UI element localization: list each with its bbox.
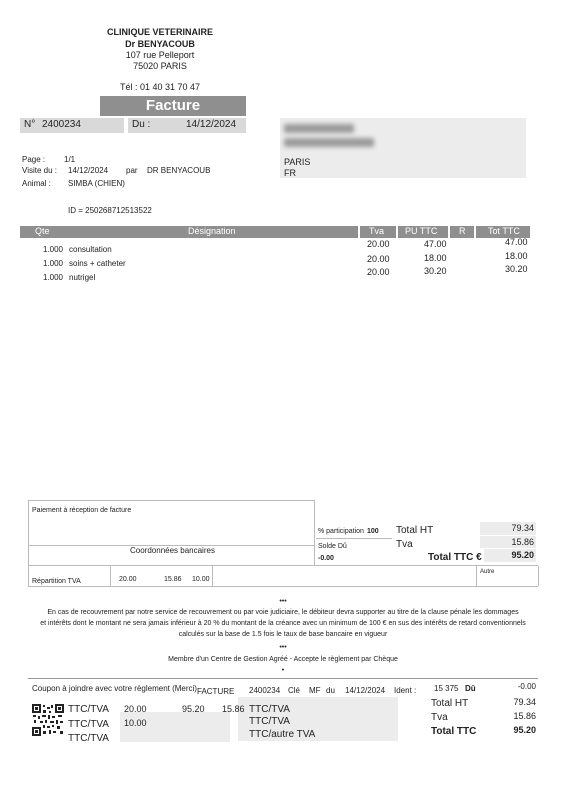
coupon-divider [28,678,538,679]
col-sep [358,226,360,238]
coupon-rate-2: 10.00 [124,718,147,728]
recipient-city: PARIS [284,157,311,167]
coupon-cle-label: Clé [288,686,301,695]
legal-line-3: calculés sur la base de 1.5 fois le taux de base bancaire en vigueur [178,631,388,638]
divider [476,566,477,586]
redacted-name [284,124,354,133]
legal-line-1: En cas de recouvrement par notre service de recouvrement ou par voie judiciaire, le débiteur devra supporter au titre de la clause pénale les dommages [47,609,519,616]
divider [28,565,538,566]
tva-label: Tva [396,539,413,550]
invoice-number-label: N° [24,119,36,130]
row-desc: nutrigel [69,273,96,282]
coupon-total-ht-label: Total HT [431,698,469,709]
invoice-title: Facture [100,96,246,116]
solde-label: Solde Dû [318,543,347,550]
divider [314,500,315,566]
row-qty: 1.000 [42,259,63,268]
total-ttc-label: Total TTC € [428,552,482,563]
rep-rate: 20.00 [119,576,137,583]
coupon-ident-label: Ident : [394,686,417,695]
col-sep [474,226,476,238]
total-ht-label: Total HT [396,525,434,536]
clinic-street: 107 rue Pelleport [125,50,195,60]
repartition-label: Répartition TVA [32,578,81,585]
row-tot: 30.20 [505,264,528,274]
payment-note: Paiement à réception de facture [32,507,132,514]
coupon-ttc-tva-3: TTC/TVA [68,733,109,744]
coupon-ttc-tva-right-2: TTC/TVA [249,716,290,727]
visit-label: Visite du : [22,166,57,175]
col-sep [448,226,450,238]
coupon-tva-1: 15.86 [222,704,245,714]
row-tva: 20.00 [367,239,390,249]
coupon-ttc-tva-2: TTC/TVA [68,719,109,730]
coupon-mf-label: MF [309,686,321,695]
row-qty: 1.000 [42,245,63,254]
separator-dot: • [281,667,285,674]
row-pu: 30.20 [424,266,447,276]
separator-dots: ••• [279,598,287,605]
clinic-name: CLINIQUE VETERINAIRE [106,27,213,37]
divider [28,586,538,587]
by-label: par [126,166,138,175]
col-pu: PU TTC [405,226,438,236]
invoice-date: 14/12/2024 [186,119,237,130]
rep-other: 10.00 [192,576,210,583]
legal-line-2: et intérêts dont le montant ne sera jamais inférieur à 20 % du montant de la créance avec un minimum de 100 € en sus des intérêts de retard conventionnels [40,620,526,627]
coupon-total-ttc: 95.20 [513,725,536,735]
tva-value: 15.86 [511,537,534,547]
row-tot: 47.00 [505,237,528,247]
row-tot: 18.00 [505,251,528,261]
col-qty: Qte [35,226,50,236]
total-ttc-value: 95.20 [511,550,534,560]
col-r: R [459,226,466,236]
legal-line-4: Membre d'un Centre de Gestion Agréé - Accepte le règlement par Chèque [168,656,398,663]
autre-label: Autre [480,569,495,575]
separator-dots: ••• [279,644,287,651]
redacted-address [284,138,374,147]
invoice-date-label: Du : [132,119,151,130]
row-desc: consultation [69,245,112,254]
divider [28,566,29,586]
bar-gap [124,118,128,133]
animal-name: SIMBA (CHIEN) [68,179,125,188]
col-tot: Tot TTC [488,226,520,236]
coupon-ttc-autre: TTC/autre TVA [249,729,316,740]
clinic-phone: Tél : 01 40 31 70 47 [119,82,201,92]
coupon-ttc-1: 95.20 [182,704,205,714]
row-desc: soins + catheter [69,259,126,268]
divider [110,566,111,586]
coupon-rate-1: 20.00 [124,704,147,714]
coupon-date: 14/12/2024 [345,686,386,695]
participation-value: 100 [367,528,379,535]
total-ht-value: 79.34 [511,523,534,533]
invoice-number-bar [20,118,246,133]
coupon-ttc-tva-right-1: TTC/TVA [249,704,290,715]
qr-code-icon [32,704,64,736]
row-pu: 18.00 [424,253,447,263]
coupon-facture-label: FACTURE [197,687,235,696]
divider [316,538,392,539]
coupon-ident: 15 375 [434,684,459,693]
coupon-label: Coupon à joindre avec votre règlement (Merci) [32,684,197,693]
coupon-ttc-tva-1: TTC/TVA [68,704,109,715]
divider [28,500,314,501]
row-tva: 20.00 [367,267,390,277]
participation-label: % participation [318,528,364,535]
divider [538,566,539,586]
page-label: Page : [22,155,46,164]
invoice-number: 2400234 [42,119,81,130]
clinic-city: 75020 PARIS [133,61,187,71]
coupon-total-ht: 79.34 [513,697,536,707]
coupon-number: 2400234 [249,686,281,695]
coupon-du-label: du [326,686,335,695]
coupon-total-ttc-label: Total TTC [431,726,477,737]
record-id: ID = 250268712513522 [68,206,152,215]
bank-label: Coordonnées bancaires [130,546,215,555]
row-tva: 20.00 [367,254,390,264]
divider [28,500,29,566]
visit-doctor: DR BENYACOUB [147,166,211,175]
solde-value: -0.00 [318,555,334,562]
col-tva: Tva [369,226,385,236]
row-qty: 1.000 [42,273,63,282]
row-pu: 47.00 [424,239,447,249]
page-number: 1/1 [64,155,76,164]
clinic-doctor: Dr BENYACOUB [125,39,195,49]
animal-label: Animal : [22,179,51,188]
col-desc: Désignation [188,226,236,236]
col-sep [396,226,398,238]
visit-date: 14/12/2024 [68,166,109,175]
coupon-du-amount-label: Dû [465,684,476,693]
divider [212,566,213,586]
table-header [20,226,530,238]
recipient-country: FR [284,168,296,178]
coupon-tva-label: Tva [431,712,448,723]
coupon-tva: 15.86 [513,711,536,721]
coupon-du-amount: -0.00 [517,682,536,691]
rep-tva: 15.86 [164,576,182,583]
